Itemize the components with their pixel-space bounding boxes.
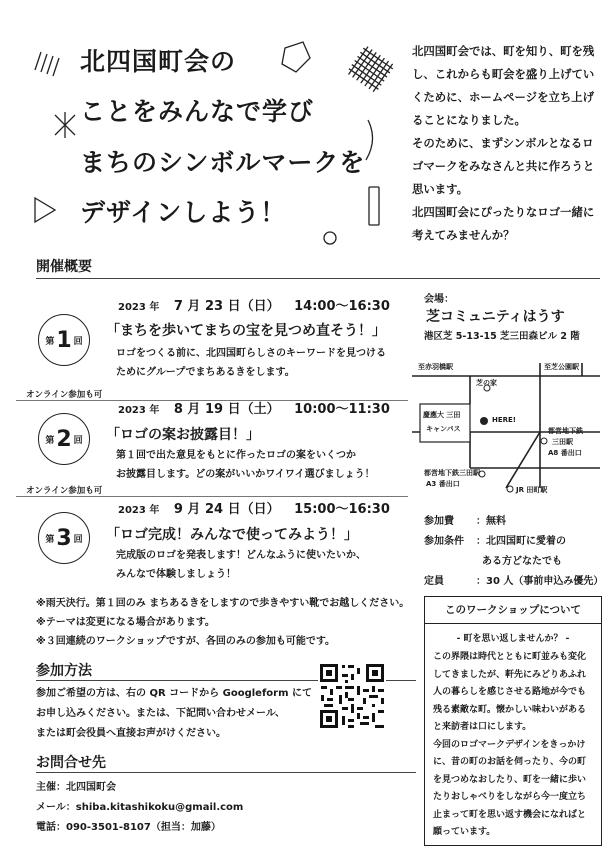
intro-paragraph-1: 北四国町会では、町を知り、町を残し、これからも町会を盛り上げていくために、ホームページを立ち上げることになりました。 <box>412 44 595 127</box>
session-1-prefix: 第 <box>45 336 55 347</box>
session-1-title: 「まちを歩いてまちの宝を見つめ直そう！」 <box>106 323 386 339</box>
map-label-here: HERE! <box>492 416 517 424</box>
session-2-desc <box>116 446 375 484</box>
session-3-date <box>118 498 390 517</box>
contact-divider <box>36 772 416 773</box>
stripes-icon <box>35 52 59 76</box>
venue-address: 港区芝 5-13-15 芝三田森ビル 2 階 <box>424 331 580 342</box>
triangle-icon <box>35 198 55 222</box>
session-1-date <box>118 295 390 314</box>
note-3: ※３回連続のワークショップですが、各回のみの参加も可能です。 <box>36 636 336 647</box>
contact-host: 主催：北四国町会 <box>36 782 116 793</box>
session-3-year: 2023 年 <box>118 505 160 516</box>
session-2-title: 「ロゴの案お披露目！」 <box>106 427 260 443</box>
condition-row <box>424 532 604 552</box>
a8-exit-marker-icon <box>541 438 547 444</box>
map-label-keio-2: キャンパス <box>426 425 461 433</box>
fee-row <box>424 512 604 532</box>
title-line-2: ことをみんなで学び <box>80 97 315 126</box>
session-2-prefix: 第 <box>45 435 55 446</box>
map-label-a3-1: 都営地下鉄三田駅 <box>424 469 480 477</box>
application-line-3: または町会役員へ直接お声がけください。 <box>36 728 226 739</box>
application-text <box>36 684 312 744</box>
session-1-day: 7 月 23 日（日） <box>173 299 280 314</box>
workshop-box-heading: このワークショップについて <box>425 597 601 624</box>
map-label-a3-2: A3 番出口 <box>426 480 460 488</box>
map-label-a8-3: A8 番出口 <box>548 449 582 457</box>
session-1-desc-line-2: ためにグループでまちあるきをします。 <box>116 367 295 378</box>
here-marker-icon <box>480 417 488 425</box>
workshop-box-paragraph-1: この界隈は時代とともに町並みも変化してきましたが、軒先にみどりあふれ人の暮らしを感じさせる路地が今でも残る素敵な町。懐かしい味わいがあると来訪者は口にします。 <box>433 652 587 732</box>
map-label-keio-1: 慶應大 三田 <box>423 411 461 419</box>
title-line-4: デザインしよう！ <box>80 198 287 227</box>
session-1-suffix: 回 <box>73 336 83 347</box>
grid-icon <box>346 45 395 93</box>
session-3-desc-line-2: みんなで体験しましょう！ <box>116 569 236 580</box>
title-line-3: まちのシンボルマークを <box>80 148 366 177</box>
session-3-number: 3 <box>56 525 72 551</box>
session-1-badge <box>38 314 90 366</box>
notes-list <box>36 594 416 651</box>
map-label-shiba-park: 至芝公園駅 <box>544 363 579 371</box>
application-line-2: お申し込みください。または、下記問い合わせメール、 <box>36 708 285 719</box>
intro-paragraph-2: そのために、まずシンボルとなるロゴマークをみなさんと共に作ろうと思います。 <box>412 136 595 196</box>
venue-name: 芝コミュニティはうす <box>426 309 565 325</box>
session-2-desc-line-2: お披露目します。どの案がいいかワイワイ選びましょう！ <box>116 469 375 480</box>
jr-marker-icon <box>507 486 513 492</box>
bar-icon <box>369 187 379 225</box>
event-details <box>424 512 604 592</box>
curve-icon <box>366 120 373 160</box>
asterisk-icon <box>55 112 75 138</box>
session-3-day: 9 月 24 日（日） <box>173 502 280 517</box>
workshop-box-subheading: - 町を思い返しませんか？ - <box>456 634 570 644</box>
qr-code[interactable] <box>318 662 386 730</box>
contact-phone[interactable]: 電話：090-3501-8107（担当：加藤） <box>36 822 221 833</box>
access-map <box>412 358 600 498</box>
session-1-desc-line-1: ロゴをつくる前に、北四国町らしさのキーワードを見つける <box>116 348 386 359</box>
pentagon-icon <box>282 42 310 72</box>
map-label-a8-2: 三田駅 <box>552 438 573 446</box>
session-2-year: 2023 年 <box>118 405 160 416</box>
contact-heading: お問合せ先 <box>36 755 106 771</box>
session-3-suffix: 回 <box>73 534 83 545</box>
overview-heading: 開催概要 <box>36 259 92 275</box>
session-3-title: 「ロゴ完成！みんなで使ってみよう！」 <box>106 527 358 543</box>
workshop-box-paragraph-2: 今回のロゴマークデザインをきっかけに、昔の町のお話を伺ったり、今の町を見つめなおしたり、町を一緒に歩いたりおしゃべりをしながら今一度立ち止まって町を思い返す機会になればと願っています。 <box>433 739 587 837</box>
session-2-number: 2 <box>56 426 72 452</box>
session-3-divider <box>16 496 408 497</box>
capacity-row <box>424 572 604 592</box>
small-circle-icon <box>324 232 336 244</box>
session-1-year: 2023 年 <box>118 302 160 313</box>
intro-text <box>412 40 600 247</box>
session-3-time: 15:00〜16:30 <box>294 502 390 517</box>
map-label-a8-1: 都営地下鉄 <box>548 427 583 435</box>
note-2: ※テーマは変更になる場合があります。 <box>36 617 215 628</box>
session-3-online-label: オンライン参加も可 <box>22 484 106 496</box>
workshop-box-body <box>433 649 593 842</box>
session-3-desc <box>116 546 366 584</box>
title-line-1: 北四国町会の <box>80 47 237 76</box>
condition-value-2: ある方どなたでも <box>482 556 562 567</box>
session-1-time: 14:00〜16:30 <box>294 299 390 314</box>
session-2-day: 8 月 19 日（土） <box>173 402 280 417</box>
overview-divider <box>36 278 600 279</box>
session-1-number: 1 <box>56 327 72 353</box>
application-heading: 参加方法 <box>36 663 92 679</box>
session-3-desc-line-1: 完成版のロゴを発表します！どんなふうに使いたいか、 <box>116 550 366 561</box>
session-2-online-label: オンライン参加も可 <box>22 388 106 400</box>
contact-info <box>36 778 243 838</box>
session-2-time: 10:00〜11:30 <box>294 402 390 417</box>
map-label-shiba-house: 芝の家 <box>476 379 497 387</box>
session-2-date <box>118 398 390 417</box>
map-label-jr: JR 田町駅 <box>516 486 548 494</box>
contact-email[interactable]: メール：shiba.kitashikoku@gmail.com <box>36 802 244 813</box>
fee-value: ：無料 <box>476 516 506 527</box>
workshop-about-box <box>424 596 602 846</box>
note-1: ※雨天決行。第１回のみ まちあるきをしますので歩きやすい靴でお越しください。 <box>36 598 410 609</box>
condition-value-1: ：北四国町に愛着の <box>476 536 566 547</box>
session-1-desc <box>116 344 386 382</box>
capacity-value: ：30 人（事前申込み優先） <box>476 576 604 587</box>
map-label-akabane: 至赤羽橋駅 <box>418 363 453 371</box>
capacity-label: 定員 <box>424 576 444 587</box>
session-2-suffix: 回 <box>73 435 83 446</box>
intro-paragraph-3: 北四国町会にぴったりなロゴ一緒に考えてみませんか？ <box>412 205 595 242</box>
application-line-1: 参加ご希望の方は、右の QR コードから Googleform にて <box>36 688 313 699</box>
session-2-desc-line-1: 第１回で出た意見をもとに作ったロゴの案をいくつか <box>116 450 356 461</box>
session-2-badge <box>38 413 90 465</box>
fee-label: 参加費 <box>424 516 454 527</box>
condition-label: 参加条件 <box>424 536 464 547</box>
session-3-prefix: 第 <box>45 534 55 545</box>
session-3-badge <box>38 512 90 564</box>
venue-label: 会場： <box>424 294 454 305</box>
